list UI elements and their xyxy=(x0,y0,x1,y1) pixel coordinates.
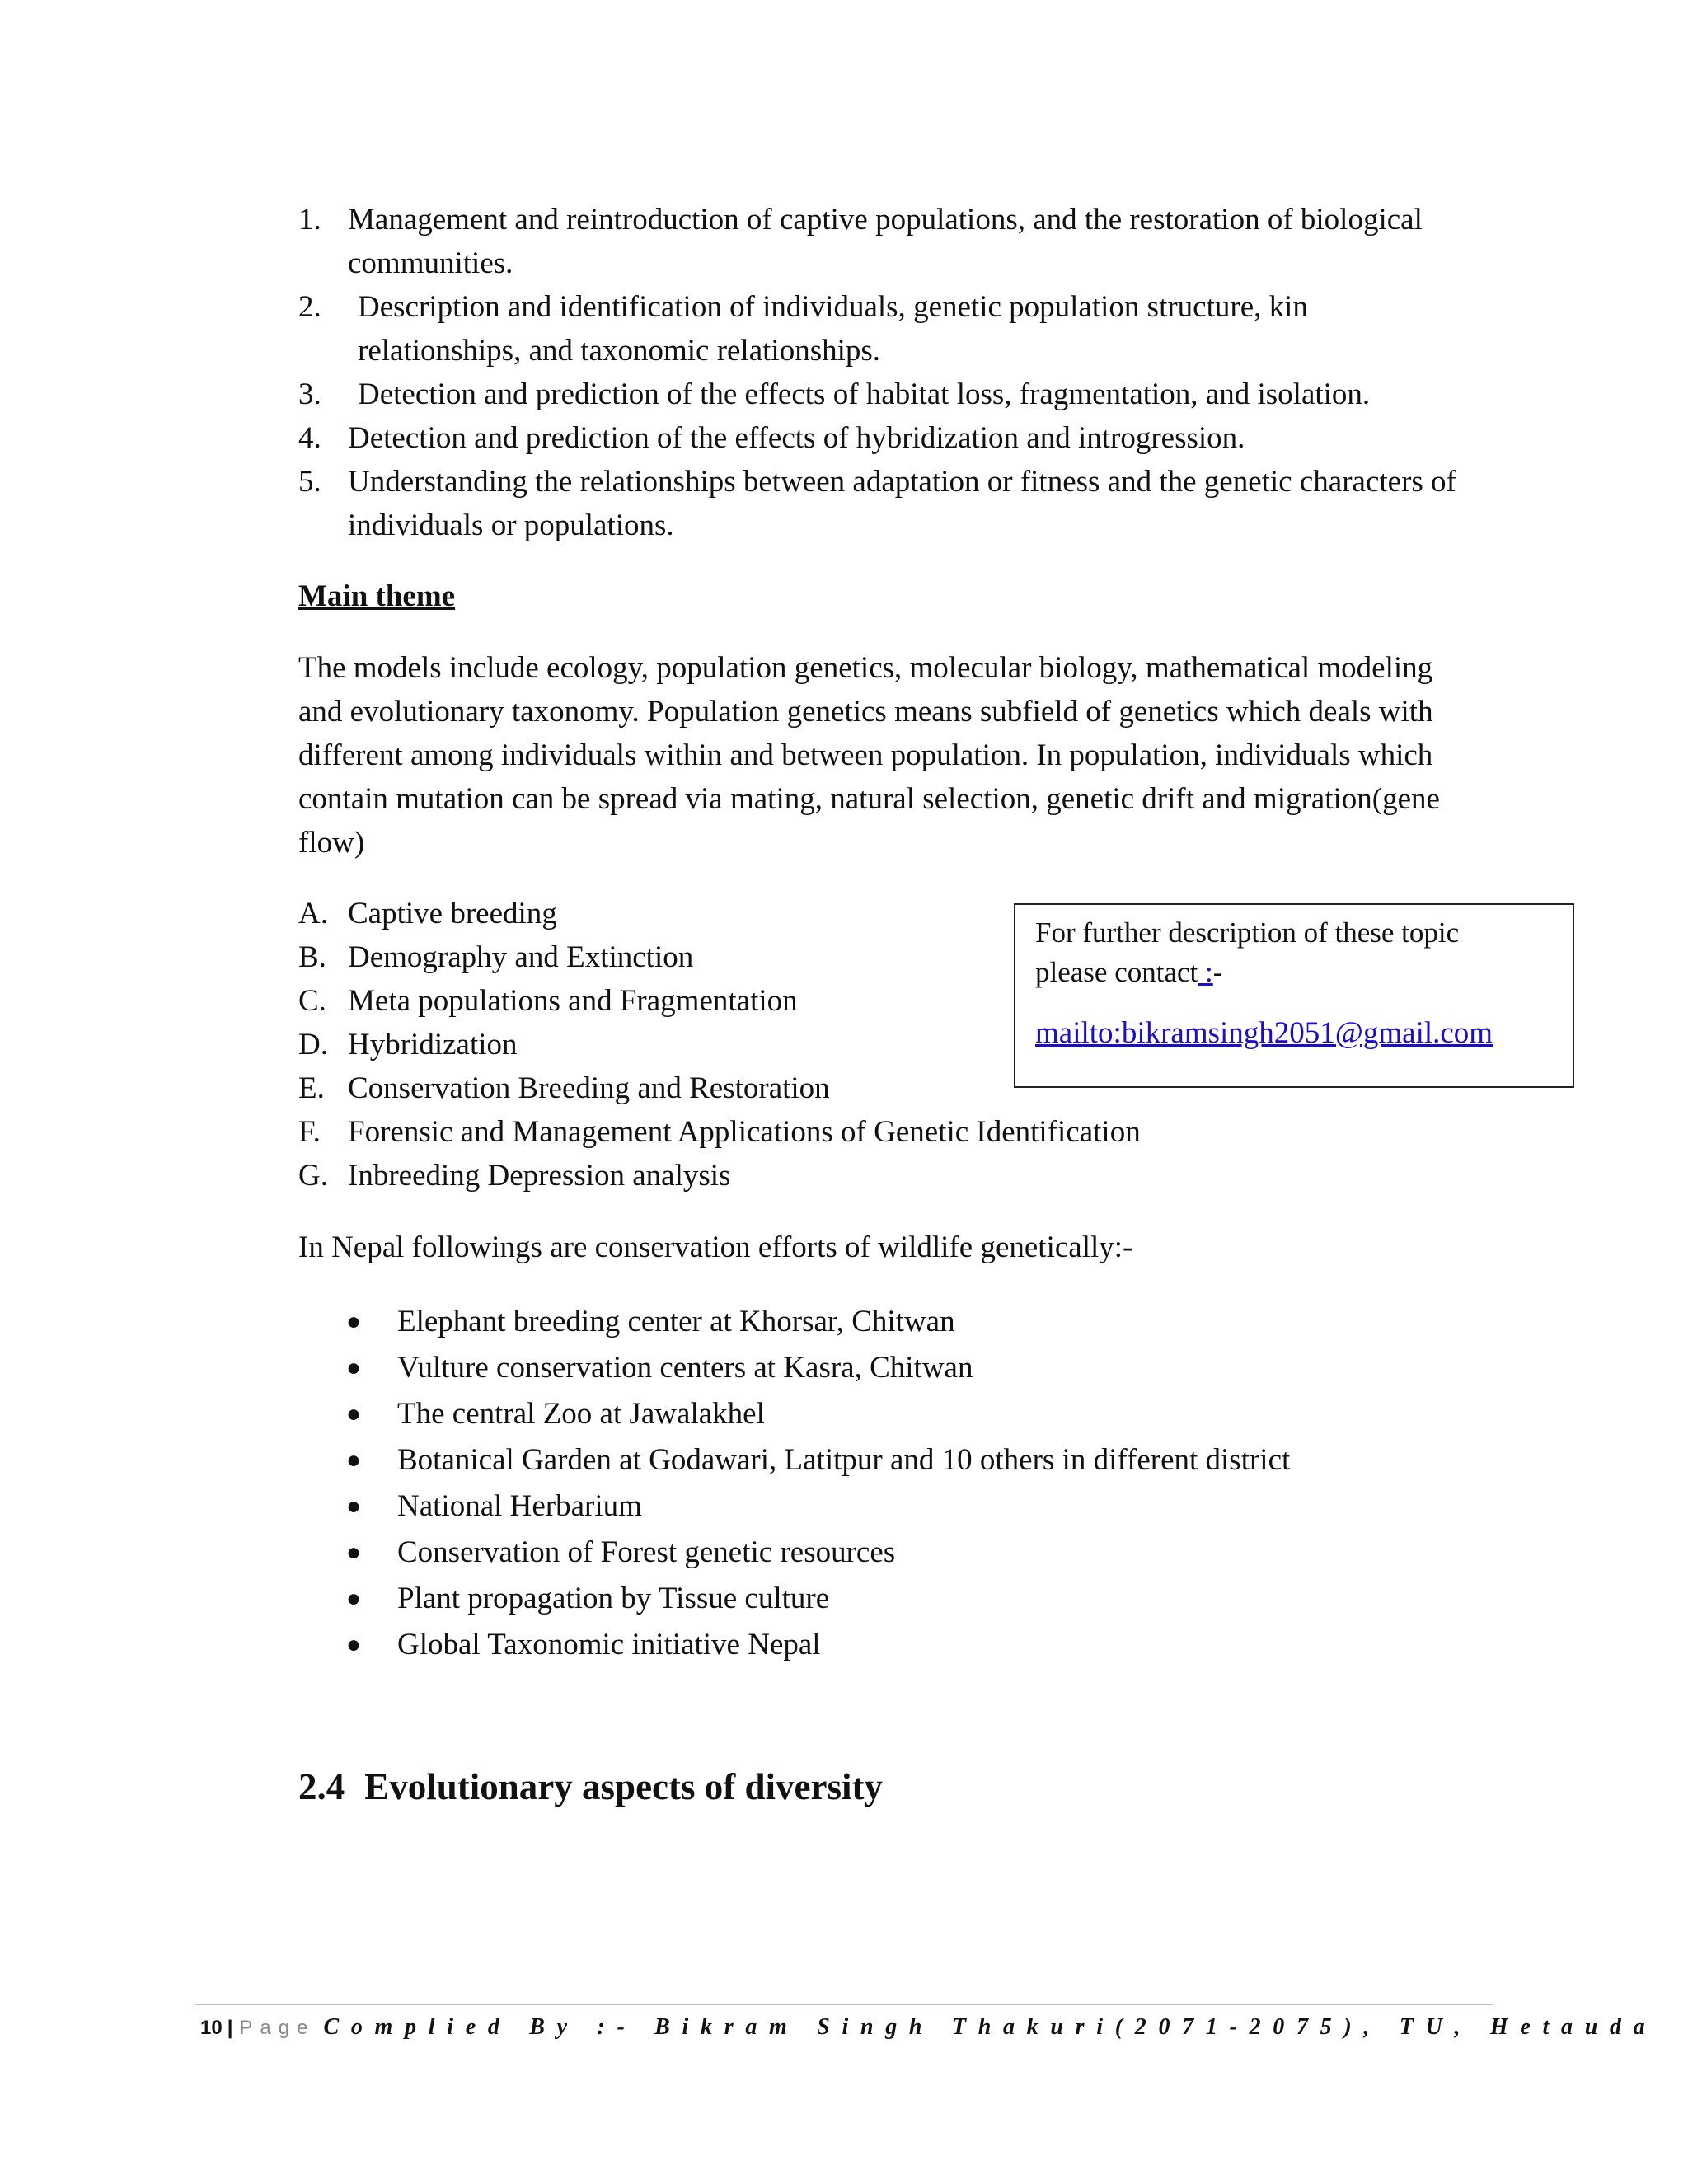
list-item xyxy=(298,1154,1370,1197)
list-letter: B. xyxy=(298,940,326,974)
list-item xyxy=(298,460,1469,547)
footer-separator: | xyxy=(227,2017,233,2039)
page-number: 10 xyxy=(200,2017,223,2039)
list-letter: F. xyxy=(298,1115,321,1149)
list-text: Conservation of Forest genetic resources xyxy=(397,1535,896,1569)
list-item xyxy=(346,1530,1500,1576)
list-letter: D. xyxy=(298,1028,328,1062)
main-theme-heading: Main theme xyxy=(298,579,456,613)
list-item xyxy=(346,1576,1500,1622)
list-item xyxy=(346,1391,1500,1437)
list-item xyxy=(346,1345,1500,1391)
list-item xyxy=(346,1437,1500,1483)
page-label: Page xyxy=(239,2017,316,2039)
list-text: Botanical Garden at Godawari, Latitpur and 10 others in different district xyxy=(397,1443,1291,1477)
email-link[interactable]: mailto:bikramsingh2051@gmail.com xyxy=(1035,1016,1493,1050)
list-text: Hybridization xyxy=(348,1028,518,1062)
footer-credit: Complied By :- Bikram Singh Thakuri(2071-2075), TU, Hetauda xyxy=(323,2014,1658,2040)
footer-divider xyxy=(195,2004,1493,2005)
bullet-list xyxy=(346,1299,1500,1668)
bullet-icon: ● xyxy=(346,1400,362,1427)
list-text: Conservation Breeding and Restoration xyxy=(348,1071,830,1105)
list-text: Elephant breeding center at Khorsar, Chitwan xyxy=(397,1305,955,1338)
list-item xyxy=(298,285,1469,373)
list-item xyxy=(298,373,1469,416)
list-item xyxy=(346,1483,1500,1530)
list-number: 1. xyxy=(298,203,321,237)
bullet-icon: ● xyxy=(346,1493,362,1520)
list-text: Plant propagation by Tissue culture xyxy=(397,1582,830,1615)
bullet-icon: ● xyxy=(346,1585,362,1612)
list-letter: E. xyxy=(298,1071,325,1105)
list-item xyxy=(346,1299,1500,1345)
list-text: Captive breeding xyxy=(348,897,557,930)
list-item xyxy=(298,416,1469,460)
list-item xyxy=(298,198,1469,285)
nepal-intro: In Nepal followings are conservation efforts of wildlife genetically:- xyxy=(298,1230,1133,1264)
list-text: Detection and prediction of the effects of hybridization and introgression. xyxy=(348,421,1245,455)
list-text: Meta populations and Fragmentation xyxy=(348,984,798,1018)
list-number: 2. xyxy=(298,290,321,324)
list-text: Understanding the relationships between adaptation or fitness and the genetic characters of individuals or populations. xyxy=(348,465,1456,542)
numbered-list xyxy=(298,198,1469,547)
list-number: 5. xyxy=(298,465,321,499)
bullet-icon: ● xyxy=(346,1446,362,1474)
list-text: Management and reintroduction of captive populations, and the restoration of biological communities. xyxy=(348,203,1423,280)
list-text: Demography and Extinction xyxy=(348,940,694,974)
list-text: Forensic and Management Applications of Genetic Identification xyxy=(348,1115,1141,1149)
contact-prompt-dash: - xyxy=(1212,956,1223,988)
section-number: 2.4 xyxy=(298,1766,345,1807)
contact-prompt xyxy=(1035,953,1573,992)
list-text: Global Taxonomic initiative Nepal xyxy=(397,1628,821,1661)
list-text: Inbreeding Depression analysis xyxy=(348,1159,731,1193)
section-title: Evolutionary aspects of diversity xyxy=(364,1766,883,1807)
list-number: 4. xyxy=(298,421,321,455)
list-number: 3. xyxy=(298,377,321,411)
contact-prompt-text: please contact xyxy=(1035,956,1198,988)
list-text: Detection and prediction of the effects of habitat loss, fragmentation, and isolation. xyxy=(358,377,1371,411)
list-item xyxy=(298,1110,1370,1154)
contact-text-box xyxy=(1014,903,1574,1088)
bullet-icon: ● xyxy=(346,1539,362,1566)
bullet-icon: ● xyxy=(346,1354,362,1381)
contact-colon-link[interactable]: : xyxy=(1198,956,1213,988)
page-footer xyxy=(200,2013,1657,2043)
list-item xyxy=(346,1622,1500,1668)
main-theme-paragraph: The models include ecology, population genetics, molecular biology, mathematical modeling and evolutionary taxonomy. Population genetics means subfield of genetics which deals with different among individuals within and between population. In population, individuals which contain mutation can be spread via mating, natural selection, genetic drift and migration(gene flow) xyxy=(298,651,1440,860)
section-heading xyxy=(298,1762,883,1811)
bullet-icon: ● xyxy=(346,1631,362,1658)
list-text: Vulture conservation centers at Kasra, Chitwan xyxy=(397,1351,973,1385)
contact-description: For further description of these topic xyxy=(1035,916,1460,949)
list-letter: A. xyxy=(298,897,328,930)
list-text: The central Zoo at Jawalakhel xyxy=(397,1397,765,1431)
list-text: Description and identification of individuals, genetic population structure, kin relationships, and taxonomic relationships. xyxy=(358,290,1308,368)
list-letter: G. xyxy=(298,1159,328,1193)
list-letter: C. xyxy=(298,984,326,1018)
bullet-icon: ● xyxy=(346,1308,362,1335)
list-text: National Herbarium xyxy=(397,1489,642,1523)
